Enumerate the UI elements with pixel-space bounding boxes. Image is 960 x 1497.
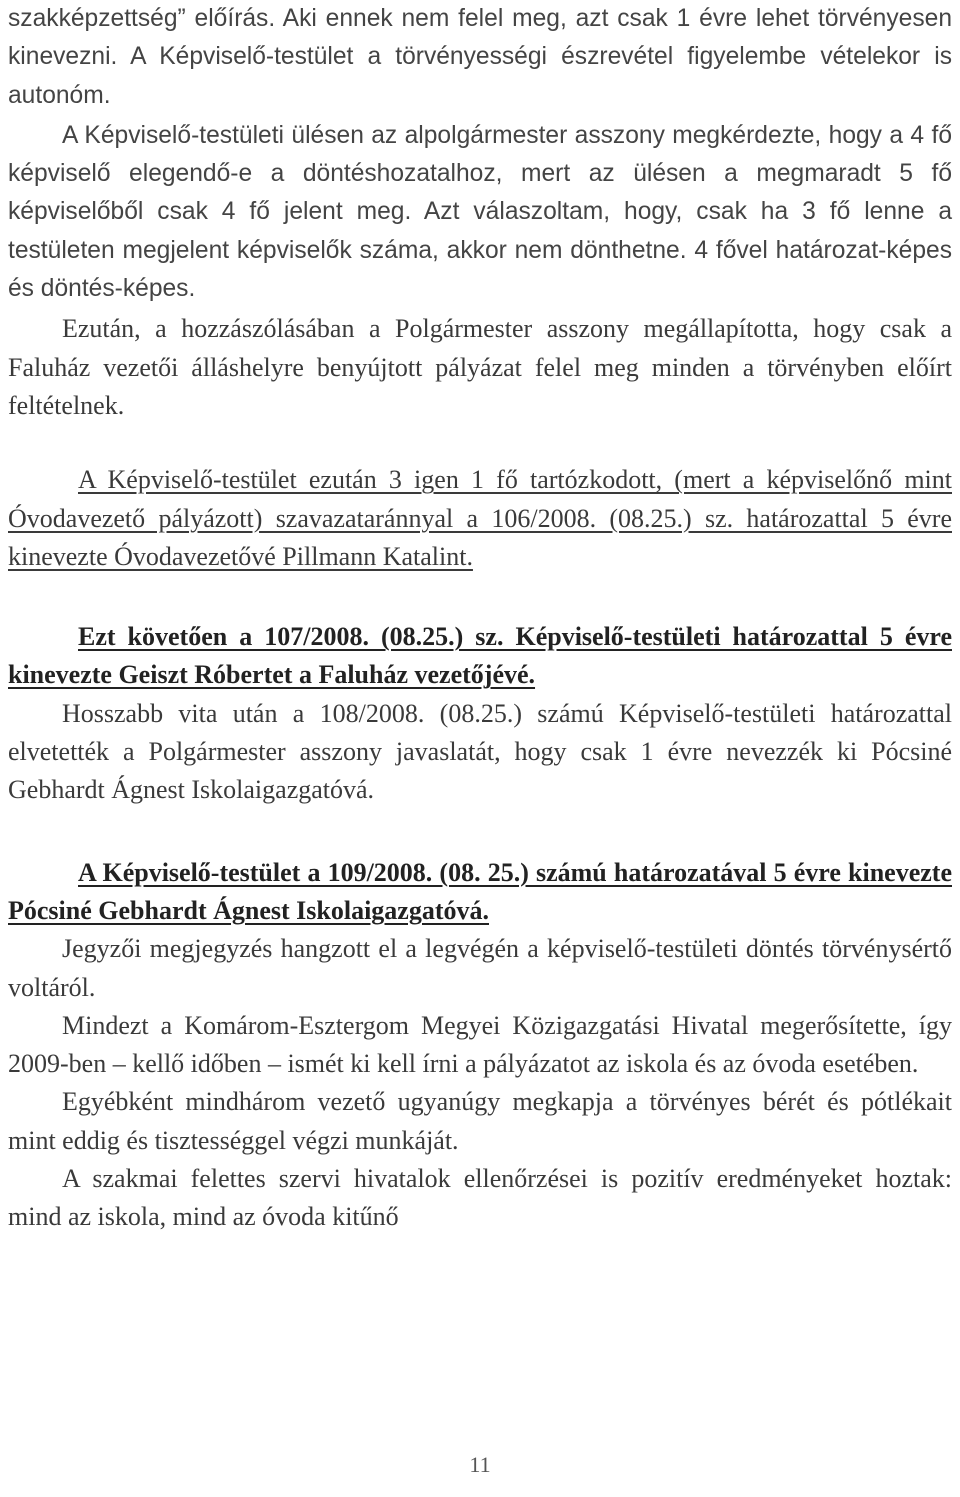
alpolgarmester-paragraph: A Képviselő-testületi ülésen az alpolgármester asszony megkérdezte, hogy a 4 fő képviselő elegendő-e a döntéshozatalhoz, mert az ülésen a megmaradt 5 fő képviselőből csak 4 fő jelent meg. Azt válaszoltam, hogy, csak ha 3 fő lenne a testületen megjelent képviselők száma, akkor nem dönthetne. 4 fővel határozat-képes és döntés-képes. (8, 121, 952, 303)
spacer (8, 576, 952, 618)
intro-paragraph: szakképzettség” előírás. Aki ennek nem felel meg, azt csak 1 évre lehet törvényesen kinevezni. A Képviselő-testület a törvényességi észrevétel figyelembe vételekor is autonóm. (8, 5, 952, 109)
ezutan-paragraph: Ezután, a hozzászólásában a Polgármester asszony megállapította, hogy csak a Faluház vezetői álláshelyre benyújtott pályázat felel meg minden a törvényben előírt feltételnek. (8, 314, 952, 420)
page-number: 11 (469, 1452, 491, 1477)
egyebkent-paragraph: Egyébként mindhárom vezető ugyanúgy megkapja a törvényes bérét és pótlékait mint eddig és tisztességgel végzi munkáját. (8, 1087, 952, 1155)
hosszabb-paragraph: Hosszabb vita után a 108/2008. (08.25.) számú Képviselő-testületi határozattal elvetették a Polgármester asszony javaslatát, hogy csak 1 évre nevezzék ki Pócsiné Gebhardt Ágnest Iskolaigazgatóvá. (8, 698, 952, 805)
faluhaz-paragraph: Ezt követően a 107/2008. (08.25.) sz. Képviselő-testületi határozattal 5 évre kinevezte Geiszt Róbertet a Faluház vezetőjévé. (8, 622, 952, 690)
szakmai-paragraph: A szakmai felettes szervi hivatalok ellenőrzései is pozitív eredményeket hoztak: mind az iskola, mind az óvoda kitűnő (8, 1164, 952, 1232)
spacer (8, 425, 952, 461)
ovodavezeto-paragraph: A Képviselő-testület ezután 3 igen 1 fő tartózkodott, (mert a képviselőnő mint Óvodavezető pályázott) szavazataránnyal a 106/2008. (08.25.) sz. határozattal 5 évre kinevezte Óvodavezetővé Pillmann Katalint. (8, 465, 952, 571)
jegyzoi-paragraph: Jegyzői megjegyzés hangzott el a legvégén a képviselő-testületi döntés törvénysértő voltáról. (8, 934, 952, 1002)
iskola-paragraph: A Képviselő-testület a 109/2008. (08. 25.) számú határozatával 5 évre kinevezte Pócsiné Gebhardt Ágnest Iskolaigazgatóvá. (8, 857, 952, 925)
spacer (8, 810, 952, 854)
mindezt-paragraph: Mindezt a Komárom-Esztergom Megyei Közigazgatási Hivatal megerősítette, így 2009-ben – kellő időben – ismét ki kell írni a pályázatot az iskola és az óvoda esetében. (8, 1010, 952, 1079)
